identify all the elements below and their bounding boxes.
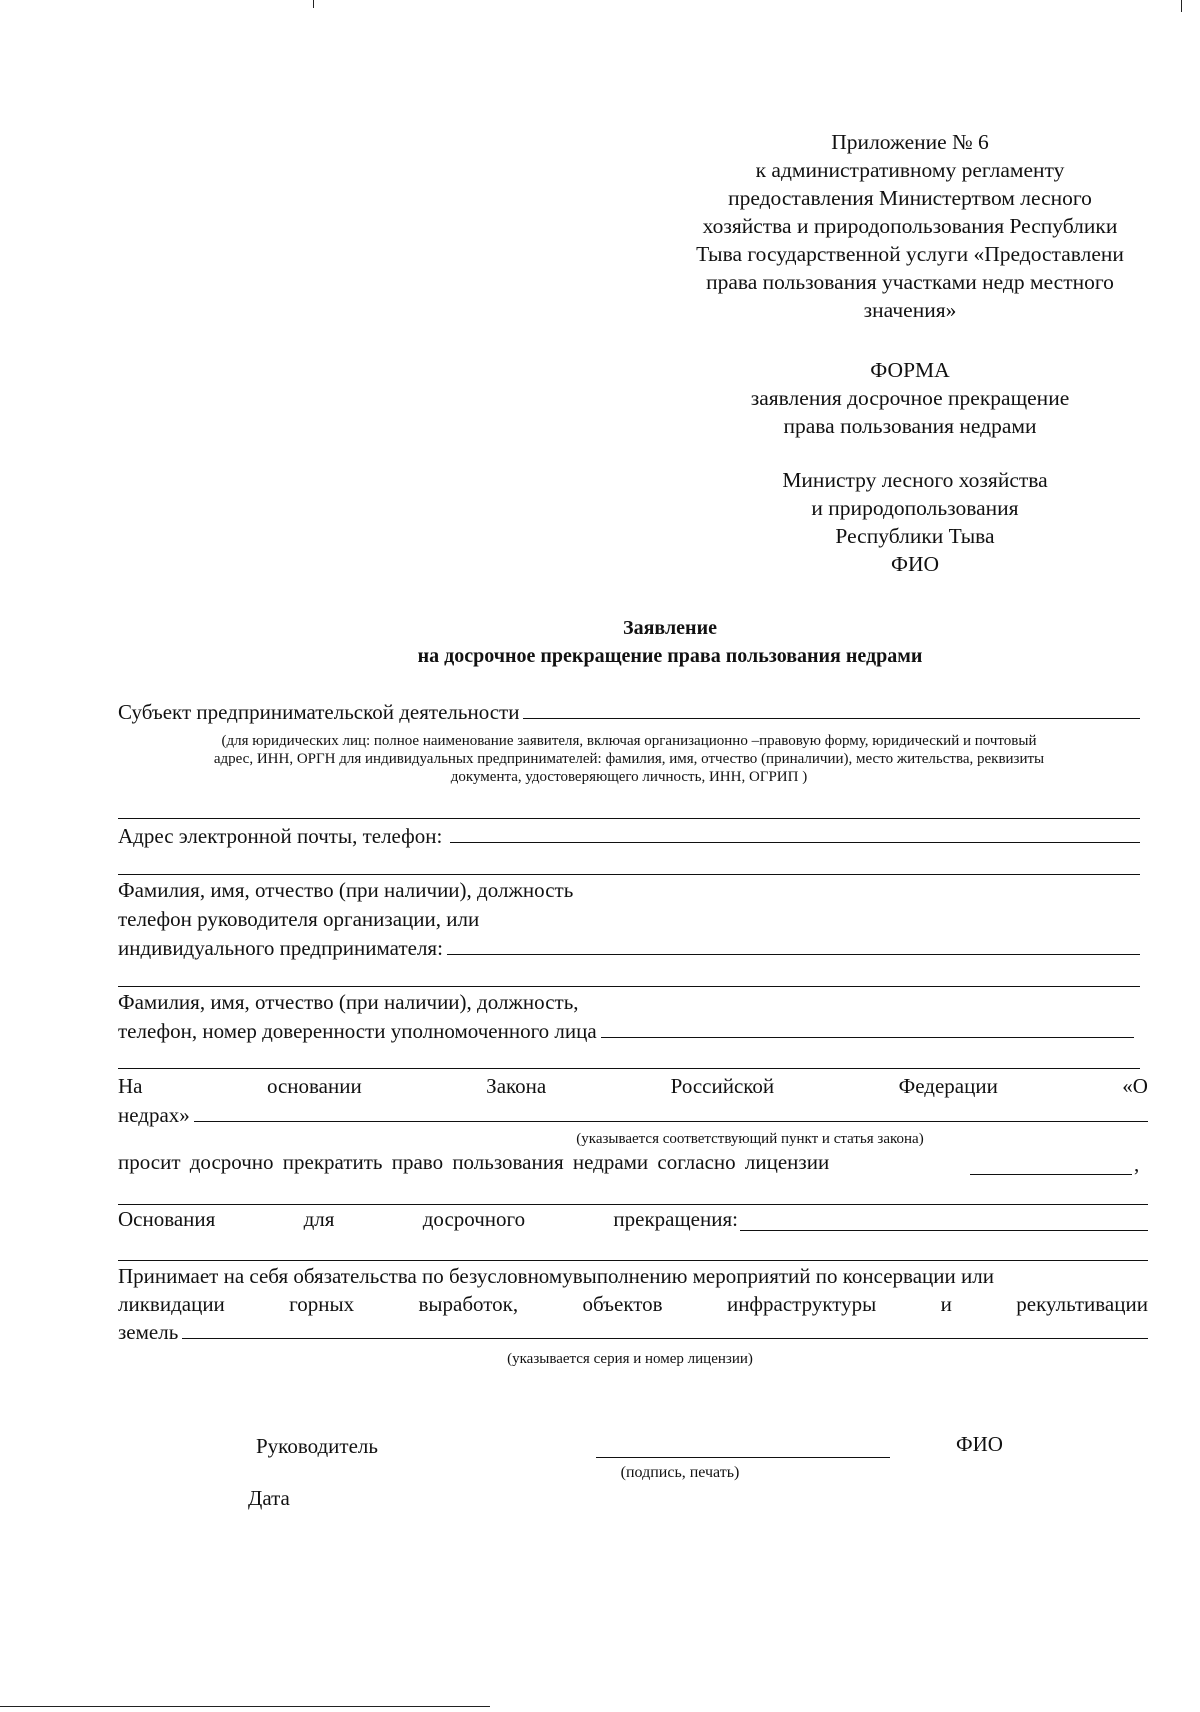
document-title <box>200 614 1140 670</box>
obligation-field[interactable] <box>182 1337 1148 1339</box>
obligation-word: и <box>940 1292 952 1316</box>
obligation-land: земель <box>118 1320 179 1344</box>
scan-mark-top <box>313 0 314 8</box>
scan-mark-bottom <box>0 1706 490 1707</box>
subject-label: Субъект предпринимательской деятельности <box>118 700 520 724</box>
subject-hint-line: документа, удостоверяющего личность, ИНН, ОГРИП ) <box>450 769 808 785</box>
obligation-line: Принимает на себя обязательства по безусловномувыполнению мероприятий по консервации или <box>118 1264 994 1288</box>
grounds-line <box>118 1207 738 1232</box>
subject-hint-line: адрес, ИНН, ОРГН для индивидуальных предпринимателей: фамилия, имя, отчество (приналичии), место жительства, реквизиты <box>213 751 1045 767</box>
basis-field[interactable] <box>194 1120 1148 1122</box>
subject-field[interactable] <box>523 717 1140 719</box>
annex-line: предоставления Министертвом лесного <box>728 186 1092 210</box>
title-line: на досрочное прекращение права пользования недрами <box>417 645 923 667</box>
basis-hint: (указывается соответствующий пункт и статья закона) <box>576 1131 924 1147</box>
grounds-field[interactable] <box>740 1230 1148 1231</box>
obligation-row <box>118 1320 1148 1345</box>
proxy-extra-line[interactable] <box>118 1068 1140 1069</box>
basis-word: Закона <box>486 1074 547 1098</box>
subject-hint-line: (для юридических лиц: полное наименование заявителя, включая организационно –правовую форму, юридический и почтовый <box>221 733 1037 749</box>
addressee-line: Республики Тыва <box>835 524 995 548</box>
basis-word: Федерации <box>898 1074 998 1098</box>
annex-line: права пользования участками недр местного <box>706 270 1114 294</box>
subject-extra-line[interactable] <box>118 818 1140 819</box>
signature-field[interactable] <box>596 1457 890 1458</box>
scan-mark-right <box>1181 0 1182 12</box>
grounds-word: досрочного <box>422 1207 526 1231</box>
email-field[interactable] <box>450 841 1140 843</box>
grounds-word: для <box>303 1207 335 1231</box>
annex-line: к административному регламенту <box>755 158 1065 182</box>
obligation-word: инфраструктуры <box>726 1292 877 1316</box>
proxy-label: телефон, номер доверенности уполномоченного лица <box>118 1019 597 1043</box>
title-line: Заявление <box>623 617 717 639</box>
head-label: индивидуального предпринимателя: <box>118 936 443 960</box>
grounds-word: Основания <box>118 1207 216 1231</box>
subject-row <box>118 700 1140 725</box>
basis-word: На <box>118 1074 143 1098</box>
proxy-line: Фамилия, имя, отчество (при наличии), должность, <box>118 990 579 1014</box>
forma-block <box>690 356 1130 440</box>
subject-hint <box>118 732 1140 786</box>
head-line: Фамилия, имя, отчество (при наличии), должность <box>118 878 574 902</box>
basis-word: «О <box>1122 1074 1148 1098</box>
addressee-line: Министру лесного хозяйства <box>782 468 1048 492</box>
basis-word: основании <box>266 1074 362 1098</box>
signature-fio: ФИО <box>956 1432 1003 1456</box>
basis-row <box>118 1103 1148 1128</box>
request-comma: , <box>1134 1152 1140 1176</box>
obligation-word: ликвидации <box>118 1292 225 1316</box>
email-label: Адрес электронной почты, телефон: <box>118 824 443 848</box>
annex-line: значения» <box>863 298 957 322</box>
request-text: просит досрочно прекратить право пользования недрами согласно лицензии <box>118 1150 830 1174</box>
grounds-extra-line[interactable] <box>118 1260 1148 1261</box>
email-row <box>118 824 1140 849</box>
obligation-line2 <box>118 1292 1148 1317</box>
email-extra-line[interactable] <box>118 874 1140 875</box>
grounds-word: прекращения: <box>613 1207 738 1231</box>
signature-role: Руководитель <box>256 1434 378 1458</box>
proxy-field[interactable] <box>601 1036 1134 1038</box>
obligation-hint: (указывается серия и номер лицензии) <box>507 1351 753 1367</box>
annex-line: Приложение № 6 <box>831 130 989 154</box>
head-line: телефон руководителя организации, или <box>118 907 480 931</box>
annex-line: Тыва государственной услуги «Предоставлени <box>696 242 1124 266</box>
head-row <box>118 936 1140 961</box>
signature-hint: (подпись, печать) <box>620 1464 740 1481</box>
proxy-row <box>118 1019 1134 1044</box>
forma-heading: ФОРМА <box>870 358 950 382</box>
head-extra-line[interactable] <box>118 986 1140 987</box>
basis-word: Российской <box>670 1074 775 1098</box>
forma-line: заявления досрочное прекращение <box>750 386 1070 410</box>
obligation-word: объектов <box>582 1292 663 1316</box>
license-field[interactable] <box>970 1174 1132 1175</box>
annex-line: хозяйства и природопользования Республики <box>702 214 1118 238</box>
obligation-word: выработок, <box>418 1292 519 1316</box>
addressee-line: и природопользования <box>811 496 1019 520</box>
addressee-line: ФИО <box>890 552 940 576</box>
addressee-block <box>705 466 1125 578</box>
obligation-word: горных <box>289 1292 355 1316</box>
request-extra-line[interactable] <box>118 1204 1148 1205</box>
basis-line <box>118 1074 1148 1099</box>
head-field[interactable] <box>447 953 1140 955</box>
obligation-word: рекультивации <box>1016 1292 1148 1316</box>
annex-block <box>640 128 1180 324</box>
signature-date: Дата <box>248 1486 290 1510</box>
basis-cont: недрах» <box>118 1103 190 1127</box>
forma-line: права пользования недрами <box>783 414 1037 438</box>
